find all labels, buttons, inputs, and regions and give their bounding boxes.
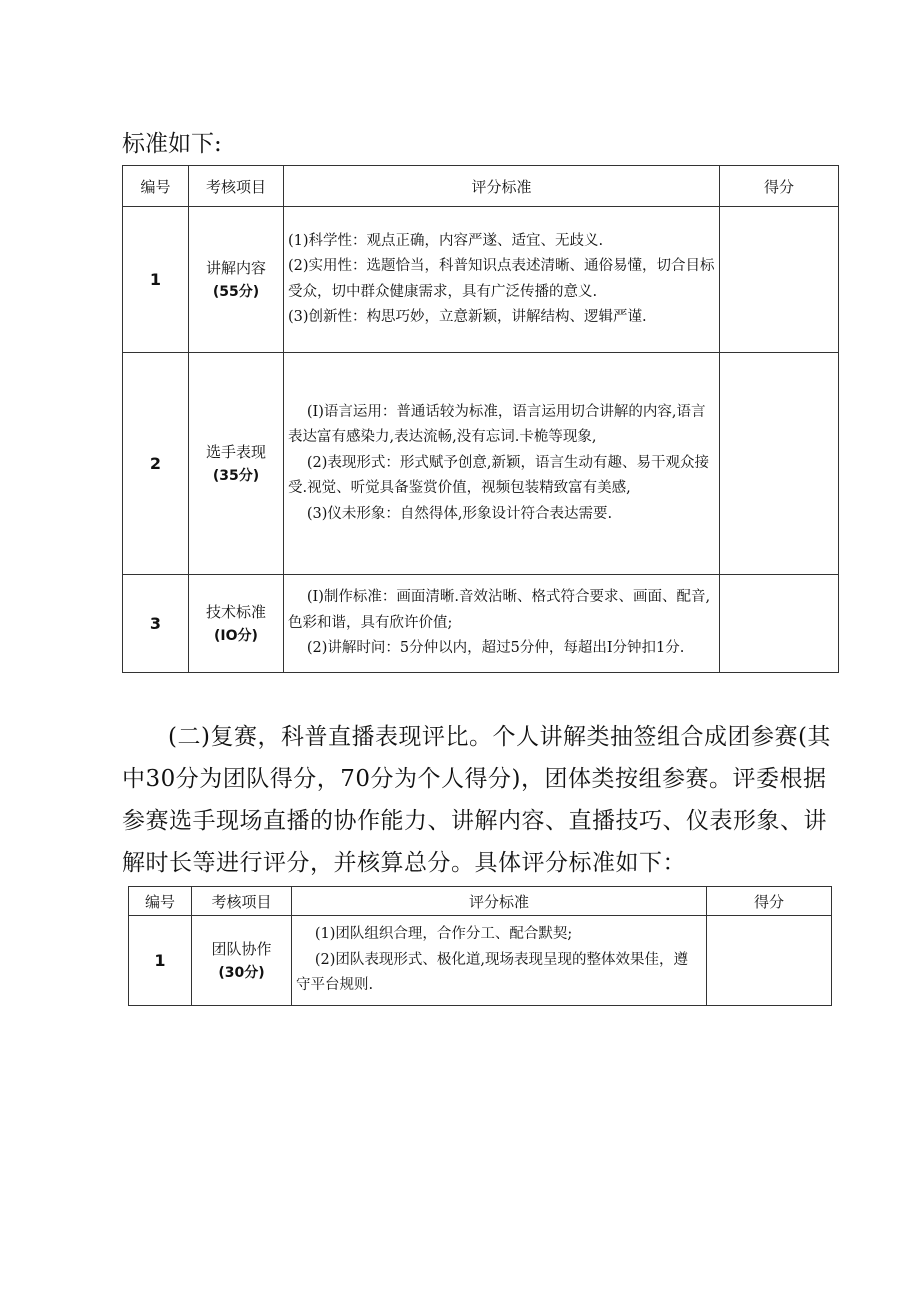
table-row	[129, 916, 832, 1006]
item-points: (30分)	[218, 964, 265, 981]
criterion: (2)表现形式：形式赋予创意,新颖，语言生动有趣、易干观众接受.视觉、听觉具备鉴赏价值，视频包装精致富有美感,	[288, 454, 709, 497]
row-criteria	[292, 916, 707, 1006]
header-item: 考核项目	[192, 887, 292, 916]
item-name: 团队协作	[211, 939, 272, 958]
criterion: (1)科学性：观点正确，内容严遂、适宜、无歧义.	[288, 232, 604, 249]
criterion: (1)团队组织合理，合作分工、配合默契;	[314, 926, 573, 943]
row-score	[720, 575, 839, 673]
row-item	[189, 353, 284, 575]
criterion: (I)语言运用：普通话较为标准，语言运用切合讲解的内容,语言表达富有感染力,表达流畅,没有忘词.卡桅等现象,	[288, 403, 706, 446]
item-points: (55分)	[212, 283, 260, 300]
table-row	[123, 575, 839, 673]
table-header-row	[123, 166, 839, 207]
item-name: 讲解内容	[205, 258, 266, 277]
criterion: (2)讲解时问：5分仲以内，超过5分仲，每超出I分钟扣1分.	[306, 640, 685, 657]
row-number: 1	[129, 916, 192, 1006]
header-number: 编号	[129, 887, 192, 916]
body-paragraph: (二)复赛，科普直播表现评比。个人讲解类抽签组合成团参赛(其中30分为团队得分，70分为个人得分)，团体类按组参赛。评委根据参赛选手现场直播的协作能力、讲解内容、直播技巧、仪表形象、讲解时长等进行评分，并核算总分。具体评分标准如下：	[122, 724, 831, 876]
row-score	[707, 916, 832, 1006]
criterion: (2)实用性：选题恰当，科普知识点表述清晰、通俗易懂，切合目标受众，切中群众健康需求，具有广泛传播的意义.	[288, 258, 715, 300]
row-number: 2	[123, 353, 189, 575]
criterion: (I)制作标准：画面清晰.音效沾晰、格式符合要求、画面、配音,色彩和谐，具有欣许价值;	[288, 589, 711, 631]
scoring-table-final	[128, 886, 832, 1006]
row-item	[189, 207, 284, 353]
header-number: 编号	[123, 166, 189, 207]
item-name: 技术标准	[205, 602, 266, 621]
table-header-row	[129, 887, 832, 916]
row-criteria	[284, 575, 720, 673]
item-points: (35分)	[212, 467, 260, 484]
item-name: 选手表现	[205, 442, 266, 461]
row-score	[720, 207, 839, 353]
lead-text: 标准如下:	[122, 131, 222, 157]
table-row	[123, 207, 839, 353]
row-item	[192, 916, 292, 1006]
table-row	[123, 353, 839, 575]
criterion: (2)团队表现形式、极化道,现场表现呈现的整体效果佳，遵守平台规则.	[296, 951, 688, 994]
header-criteria: 评分标准	[292, 887, 707, 916]
scoring-table-preliminary	[122, 165, 839, 673]
row-item	[189, 575, 284, 673]
row-score	[720, 353, 839, 575]
row-criteria	[284, 207, 720, 353]
row-criteria	[284, 353, 720, 575]
header-item: 考核项目	[189, 166, 284, 207]
row-number: 1	[123, 207, 189, 353]
criterion: (3)仪未形象：自然得体,形象设计符合表达需要.	[306, 505, 613, 522]
criterion: (3)创新性：构思巧妙，立意新颖，讲解结构、逻辑严谨.	[288, 309, 647, 325]
header-score: 得分	[720, 166, 839, 207]
header-criteria: 评分标准	[284, 166, 720, 207]
header-score: 得分	[707, 887, 832, 916]
row-number: 3	[123, 575, 189, 673]
item-points: (IO分)	[214, 627, 258, 644]
